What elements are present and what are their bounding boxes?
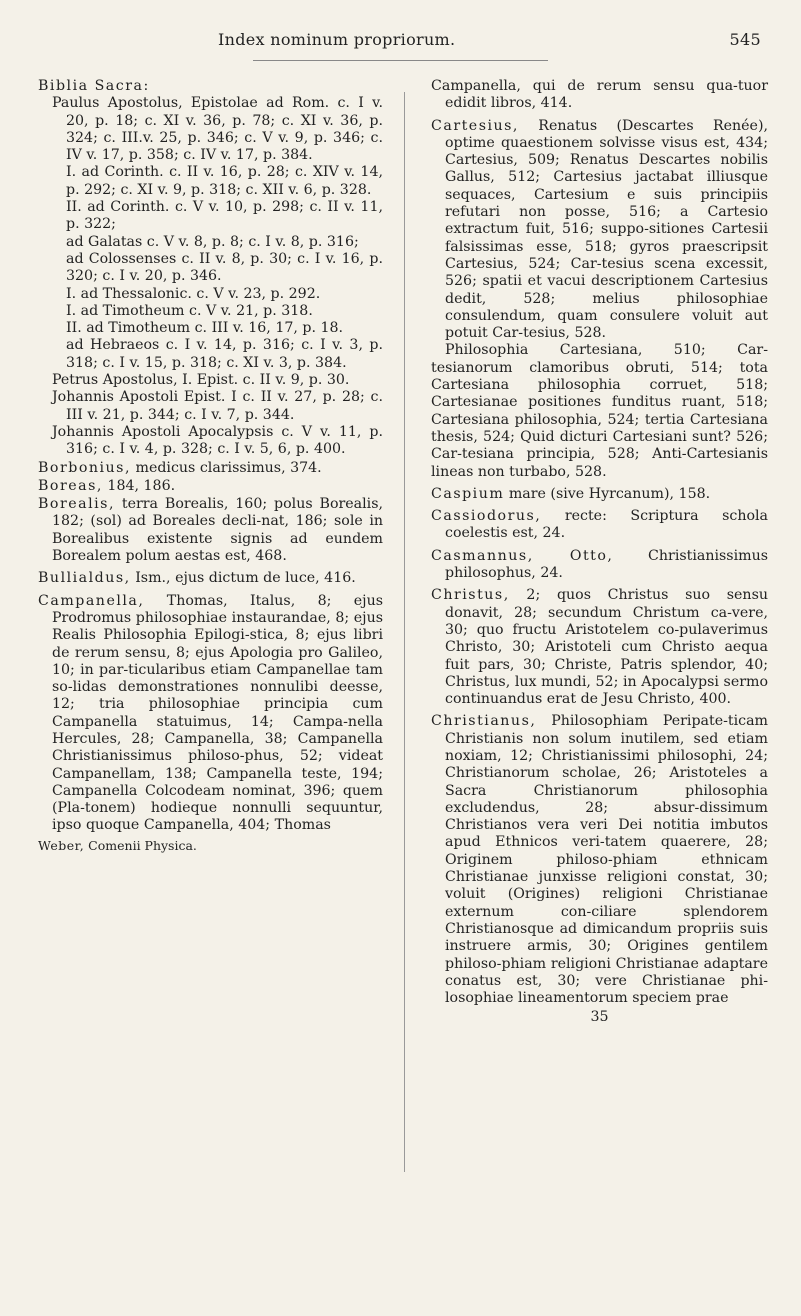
entry-headword: Campanella,	[38, 592, 145, 609]
entry-headword: Caspium	[431, 485, 505, 502]
page-title: Index nominum propriorum.	[218, 30, 456, 49]
biblia-line: I. ad Thessalonic. c. V v. 23, p. 292.	[66, 285, 321, 302]
biblia-line: Paulus Apostolus, Epistolae ad Rom. c. I v. 20, p. 18; c. XI v. 36, p. 78; c. XI v. 36, p. 324; c. III.v. 25, p. 346; c. V v. 9, p. 346; c. IV v. 17, p. 358; c. IV v. 17, p. 384.	[52, 95, 383, 164]
entry-headword: Boreas,	[38, 477, 103, 494]
index-heading-biblia: Biblia Sacra:	[38, 78, 150, 94]
entry-text: medicus clarissimus, 374.	[130, 459, 322, 476]
header-rule	[253, 60, 548, 61]
index-entry	[38, 593, 383, 835]
entry-text: Campanella, qui de rerum sensu qua-tuor edidit libros, 414.	[431, 78, 768, 112]
entry-text: Ism., ejus dictum de luce, 416.	[130, 570, 356, 587]
signature-mark: 35	[590, 1009, 609, 1026]
column-divider	[404, 92, 405, 1172]
entry-headword: Borealis,	[38, 496, 115, 513]
index-entry	[38, 460, 383, 477]
entry-text: Renatus (Descartes Renée), optime quaestionem solvisse visus est, 434; Cartesius, 509; Renatus Descartes nobilis Gallus, 512; Cartesius jactabat illiusque sequaces, Cartesium e suis principiis refutari non posse, 516; a Cartesio extractum fuit, 516; suppo-sitiones Cartesii falsissimas esse, 518; gyros praescripsit Cartesius, 524; Car-tesius scena excessit, 526; spatii et vacui descriptionem Cartesius dedit, 528; melius philosophiae consulendum, quam consulere voluit aut potuit Car-tesius, 528.	[445, 117, 768, 342]
index-entry-continuation	[431, 78, 768, 113]
page-number: 545	[729, 30, 761, 49]
entry-text: 2; quos Christus suo sensu donavit, 28; secundum Christum ca-vere, 30; quo fructu Aristotelem co-pulaverimus Christo, 30; Aristoteli cum Christo aequa fuit pars, 30; Christe, Patris splendor, 40; Christus, lux mundi, 52; in Apocalypsi sermo continuandus erat de Jesu Christo, 400.	[445, 587, 768, 708]
entry-text: terra Borealis, 160; polus Borealis, 182; (sol) ad Boreales decli-nat, 186; sole in Borealibus existente signis ad eundem Borealem polum aestas est, 468.	[52, 496, 383, 565]
biblia-line: I. ad Timotheum c. V v. 21, p. 318.	[66, 302, 313, 319]
index-entry	[431, 508, 768, 543]
entry-headword: Cartesius,	[431, 117, 519, 134]
signature-author: Weber,	[38, 837, 85, 853]
index-entry-paragraph	[431, 342, 768, 480]
biblia-line: ad Hebraeos c. I v. 14, p. 316; c. I v. 3, p. 318; c. I v. 15, p. 318; c. XI v. 3, p. 384.	[66, 337, 383, 371]
entry-headword: Bullialdus,	[38, 570, 131, 587]
index-entry	[38, 496, 383, 565]
biblia-line: II. ad Corinth. c. V v. 10, p. 298; c. II v. 11, p. 322;	[66, 199, 383, 233]
entry-headword: Christianus,	[431, 713, 537, 730]
biblia-line: ad Colossenses c. II v. 8, p. 30; c. I v. 16, p. 320; c. I v. 20, p. 346.	[66, 250, 383, 285]
index-entry	[38, 478, 383, 495]
printer-signature	[38, 837, 383, 854]
running-header	[38, 30, 761, 56]
index-entry	[431, 587, 768, 708]
right-column	[431, 78, 768, 1027]
entry-headword: Christus,	[431, 587, 510, 604]
index-entry	[431, 118, 768, 343]
signature-title: Comenii Physica.	[84, 837, 197, 853]
index-entry	[431, 486, 768, 503]
biblia-line: II. ad Timotheum c. III v. 16, 17, p. 18.	[66, 320, 344, 337]
biblia-line: Petrus Apostolus, I. Epist. c. II v. 9, p. 30.	[52, 372, 350, 389]
entry-headword: Borbonius,	[38, 459, 131, 476]
entry-text: Philosophiam Peripate-ticam Christianis non solum inutilem, sed etiam noxiam, 12; Christianissimi philosophi, 24; Christianorum scholae, 26; Aristoteles a Sacra Christianorum philosophia excludendus, 28; absur-dissimum Christianos vera veri Dei notitia imbutos apud Ethnicos veri-tatem quaerere, 28; Originem philoso-phiam ethnicam Christianae junxisse religioni constat, 30; voluit (Origines) religioni Christianae externum con-ciliare splendorem Christianosque ad dimicandum propriis suis instruere armis, 30; Origines gentilem philoso-phiam religioni Christianae adaptare conatus est, 30; vere Christianae phi-losophiae lineamentorum speciem prae	[445, 713, 768, 1007]
entry-text: Thomas, Italus, 8; ejus Prodromus philosophiae instaurandae, 8; ejus Realis Philosophia Epilogi-stica, 8; ejus libri de rerum sensu, 8; ejus Apologia pro Galileo, 10; in par-ticularibus etiam Campanellae tam so-lidas demonstrationes nonnulibi deesse, 12; tria philosophiae principia cum Campanella statuimus, 14; Campa-nella Hercules, 28; Campanella, 38; Campanella Christianissimus philoso-phus, 52; videat Campanellam, 138; Campanella teste, 194; Campanella Colcodeam nominat, 396; quem (Pla-tonem) hodieque nonnulli sequuntur, ipso quoque Campanella, 404; Thomas	[52, 592, 383, 834]
biblia-line: ad Galatas c. V v. 8, p. 8; c. I v. 8, p. 316;	[66, 233, 359, 250]
biblia-line: Johannis Apostoli Epist. I c. II v. 27, p. 28; c. III v. 21, p. 344; c. I v. 7, p. 344.	[52, 389, 383, 423]
entry-headword: Cassiodorus,	[431, 508, 542, 525]
biblia-line: I. ad Corinth. c. II v. 16, p. 28; c. XIV v. 14, p. 292; c. XI v. 9, p. 318; c. XII v. 6, p. 328.	[66, 164, 383, 198]
index-entry	[431, 713, 768, 1007]
index-entry	[38, 570, 383, 587]
entry-text: recte: Scriptura schola coelestis est, 24.	[445, 508, 768, 542]
entry-text: mare (sive Hyrcanum), 158.	[504, 485, 711, 502]
entry-text: Christianissimus philosophus, 24.	[445, 547, 768, 582]
entry-headword: Casmannus, Otto,	[431, 547, 614, 564]
entry-text: 184, 186.	[102, 477, 176, 494]
left-column	[38, 78, 383, 854]
biblia-line: Johannis Apostoli Apocalypsis c. V v. 11, p. 316; c. I v. 4, p. 328; c. I v. 5, 6, p. 400.	[52, 423, 383, 458]
index-entry	[431, 548, 768, 583]
entry-text: Philosophia Cartesiana, 510; Car-tesianorum clamoribus obruti, 514; tota Cartesiana philosophia corruet, 518; Cartesianae positiones funditus ruant, 518; Cartesiana philosophia, 524; tertia Cartesiana thesis, 524; Quid dicturi Cartesiani sunt? 526; Car-tesiana principia, 528; Anti-Cartesianis lineas non turbabo, 528.	[431, 342, 768, 480]
biblia-sub-entries	[38, 95, 383, 458]
